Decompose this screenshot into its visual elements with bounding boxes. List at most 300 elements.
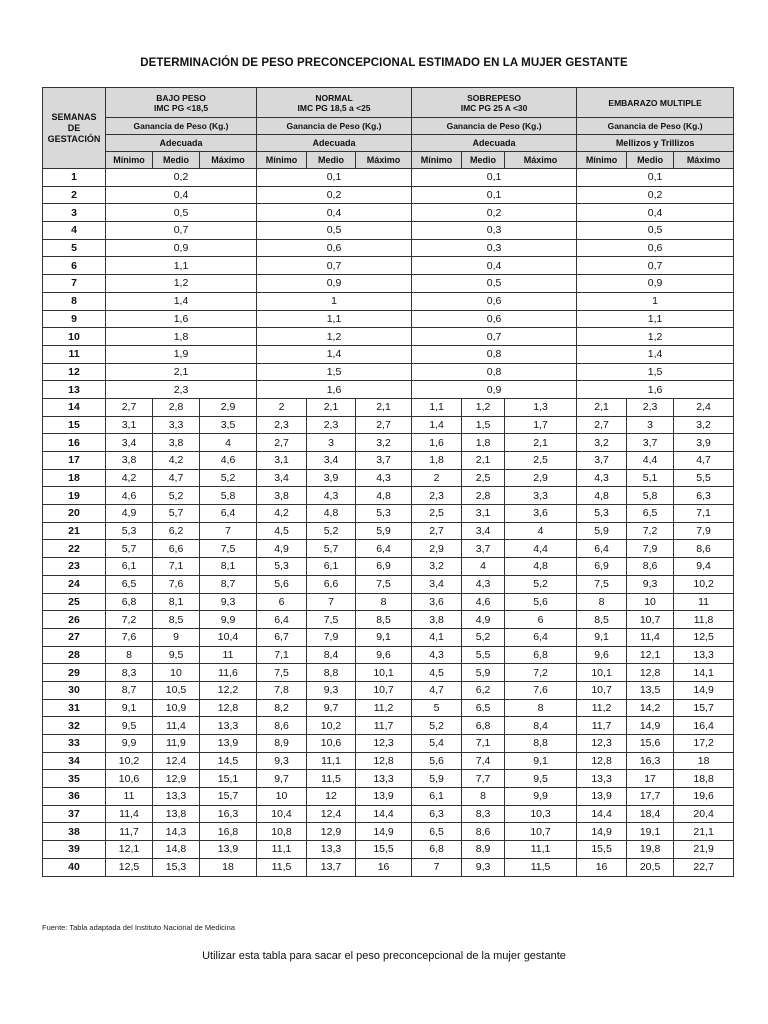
week-cell: 8 (43, 292, 106, 310)
value-cell: 15,7 (200, 788, 257, 806)
value-cell: 2,5 (412, 505, 462, 523)
value-cell: 9,1 (505, 752, 577, 770)
value-cell: 0,8 (412, 363, 577, 381)
value-cell: 9,5 (505, 770, 577, 788)
value-cell: 7,4 (462, 752, 505, 770)
value-cell: 0,1 (412, 186, 577, 204)
table-row (43, 558, 734, 576)
value-cell: 3,2 (674, 416, 734, 434)
value-cell: 6,9 (577, 558, 627, 576)
value-cell: 12,4 (153, 752, 200, 770)
value-cell: 8,1 (200, 558, 257, 576)
table-row (43, 452, 734, 470)
value-cell: 0,6 (257, 239, 412, 257)
group-header-normal: NORMAL IMC PG 18,5 a <25 (257, 88, 412, 118)
table-row (43, 487, 734, 505)
value-cell: 3,7 (462, 540, 505, 558)
value-cell: 1,2 (462, 398, 505, 416)
value-cell: 9,3 (307, 681, 356, 699)
value-cell: 6 (505, 611, 577, 629)
value-cell: 2,1 (307, 398, 356, 416)
value-cell: 4 (462, 558, 505, 576)
value-cell: 6,7 (257, 628, 307, 646)
subcol-header: Mínimo (577, 152, 627, 169)
table-row (43, 788, 734, 806)
value-cell: 9,1 (577, 628, 627, 646)
value-cell: 10 (627, 593, 674, 611)
value-cell: 2,1 (106, 363, 257, 381)
value-cell: 10,2 (106, 752, 153, 770)
value-cell: 11,5 (505, 858, 577, 876)
value-cell: 9,7 (257, 770, 307, 788)
value-cell: 5,3 (257, 558, 307, 576)
value-cell: 1,1 (106, 257, 257, 275)
value-cell: 0,5 (577, 222, 734, 240)
value-cell: 7,1 (674, 505, 734, 523)
value-cell: 7 (307, 593, 356, 611)
value-cell: 7,2 (627, 522, 674, 540)
value-cell: 1,5 (577, 363, 734, 381)
value-cell: 8,8 (505, 735, 577, 753)
value-cell: 10 (153, 664, 200, 682)
value-cell: 8,7 (106, 681, 153, 699)
value-cell: 8,5 (577, 611, 627, 629)
value-cell: 5,1 (627, 469, 674, 487)
week-cell: 20 (43, 505, 106, 523)
value-cell: 16,3 (200, 805, 257, 823)
value-cell: 8,3 (462, 805, 505, 823)
value-cell: 12,4 (307, 805, 356, 823)
week-cell: 26 (43, 611, 106, 629)
value-cell: 6,2 (153, 522, 200, 540)
value-cell: 7,6 (153, 575, 200, 593)
value-cell: 13,3 (356, 770, 412, 788)
week-cell: 34 (43, 752, 106, 770)
gain-header: Ganancia de Peso (Kg.) (412, 118, 577, 135)
week-cell: 40 (43, 858, 106, 876)
value-cell: 8,6 (627, 558, 674, 576)
subcol-header: Máximo (356, 152, 412, 169)
value-cell: 13,9 (200, 735, 257, 753)
value-cell: 3,1 (462, 505, 505, 523)
value-cell: 0,3 (412, 222, 577, 240)
table-row (43, 469, 734, 487)
value-cell: 3,1 (106, 416, 153, 434)
value-cell: 3,2 (577, 434, 627, 452)
value-cell: 11 (106, 788, 153, 806)
value-cell: 4,8 (356, 487, 412, 505)
value-cell: 3,2 (412, 558, 462, 576)
value-cell: 3,8 (412, 611, 462, 629)
value-cell: 1,1 (412, 398, 462, 416)
value-cell: 12,9 (153, 770, 200, 788)
value-cell: 2,8 (462, 487, 505, 505)
value-cell: 0,4 (412, 257, 577, 275)
value-cell: 3,7 (577, 452, 627, 470)
table-row (43, 257, 734, 275)
group-header-embarazo-multiple: EMBARAZO MULTIPLE (577, 88, 734, 118)
value-cell: 6,3 (674, 487, 734, 505)
value-cell: 21,1 (674, 823, 734, 841)
week-cell: 1 (43, 169, 106, 187)
value-cell: 8,5 (356, 611, 412, 629)
value-cell: 3,4 (307, 452, 356, 470)
value-cell: 15,1 (200, 770, 257, 788)
week-cell: 31 (43, 699, 106, 717)
value-cell: 8,6 (462, 823, 505, 841)
value-cell: 14,2 (627, 699, 674, 717)
value-cell: 2,3 (412, 487, 462, 505)
value-cell: 6,4 (200, 505, 257, 523)
value-cell: 3,9 (674, 434, 734, 452)
value-cell: 16 (356, 858, 412, 876)
gain-header: Ganancia de Peso (Kg.) (257, 118, 412, 135)
subcol-header: Máximo (200, 152, 257, 169)
value-cell: 7,9 (307, 628, 356, 646)
table-row (43, 735, 734, 753)
value-cell: 6,9 (356, 558, 412, 576)
value-cell: 1,6 (577, 381, 734, 399)
week-cell: 2 (43, 186, 106, 204)
value-cell: 4,9 (257, 540, 307, 558)
value-cell: 0,9 (106, 239, 257, 257)
value-cell: 4,7 (153, 469, 200, 487)
value-cell: 6,4 (577, 540, 627, 558)
value-cell: 1,9 (106, 345, 257, 363)
usage-note: Utilizar esta tabla para sacar el peso preconcepcional de la mujer gestante (202, 950, 566, 962)
subcol-header: Medio (153, 152, 200, 169)
value-cell: 5,6 (505, 593, 577, 611)
value-cell: 11,1 (307, 752, 356, 770)
table-row (43, 275, 734, 293)
subcol-header: Medio (627, 152, 674, 169)
value-cell: 21,9 (674, 841, 734, 859)
value-cell: 0,6 (577, 239, 734, 257)
value-cell: 5,5 (462, 646, 505, 664)
value-cell: 16,3 (627, 752, 674, 770)
value-cell: 7,6 (505, 681, 577, 699)
week-cell: 4 (43, 222, 106, 240)
value-cell: 6,1 (106, 558, 153, 576)
table-row (43, 664, 734, 682)
value-cell: 1,5 (462, 416, 505, 434)
value-cell: 10,3 (505, 805, 577, 823)
value-cell: 0,2 (257, 186, 412, 204)
value-cell: 8,6 (674, 540, 734, 558)
table-row (43, 204, 734, 222)
value-cell: 11,4 (106, 805, 153, 823)
value-cell: 5,8 (200, 487, 257, 505)
value-cell: 9,6 (577, 646, 627, 664)
value-cell: 5,9 (356, 522, 412, 540)
value-cell: 1,4 (412, 416, 462, 434)
value-cell: 2,3 (257, 416, 307, 434)
week-cell: 5 (43, 239, 106, 257)
value-cell: 9,5 (153, 646, 200, 664)
value-cell: 3 (627, 416, 674, 434)
value-cell: 2,3 (106, 381, 257, 399)
value-cell: 9 (153, 628, 200, 646)
value-cell: 10,7 (356, 681, 412, 699)
value-cell: 5,5 (674, 469, 734, 487)
value-cell: 10 (257, 788, 307, 806)
table-row (43, 717, 734, 735)
value-cell: 13,7 (307, 858, 356, 876)
value-cell: 3,4 (412, 575, 462, 593)
value-cell: 5,7 (153, 505, 200, 523)
week-cell: 36 (43, 788, 106, 806)
value-cell: 2,1 (462, 452, 505, 470)
week-cell: 13 (43, 381, 106, 399)
value-cell: 7,8 (257, 681, 307, 699)
value-cell: 11,1 (257, 841, 307, 859)
table-row (43, 823, 734, 841)
value-cell: 0,9 (577, 275, 734, 293)
value-cell: 14,9 (627, 717, 674, 735)
value-cell: 9,9 (200, 611, 257, 629)
value-cell: 7,1 (257, 646, 307, 664)
value-cell: 2,7 (577, 416, 627, 434)
value-cell: 1,8 (462, 434, 505, 452)
value-cell: 18,4 (627, 805, 674, 823)
value-cell: 4,7 (674, 452, 734, 470)
subcol-header: Medio (307, 152, 356, 169)
table-row (43, 363, 734, 381)
value-cell: 0,7 (257, 257, 412, 275)
value-cell: 11,7 (577, 717, 627, 735)
value-cell: 8 (106, 646, 153, 664)
value-cell: 8,7 (200, 575, 257, 593)
value-cell: 0,2 (412, 204, 577, 222)
value-cell: 8,9 (257, 735, 307, 753)
week-cell: 9 (43, 310, 106, 328)
value-cell: 4,3 (462, 575, 505, 593)
value-cell: 10,7 (577, 681, 627, 699)
value-cell: 3,5 (200, 416, 257, 434)
value-cell: 15,3 (153, 858, 200, 876)
week-cell: 33 (43, 735, 106, 753)
document-title: DETERMINACIÓN DE PESO PRECONCEPCIONAL ESTIMADO EN LA MUJER GESTANTE (140, 57, 628, 69)
value-cell: 18 (674, 752, 734, 770)
table-row (43, 416, 734, 434)
value-cell: 4 (200, 434, 257, 452)
value-cell: 5,4 (412, 735, 462, 753)
category-header: Adecuada (257, 135, 412, 152)
value-cell: 2,9 (505, 469, 577, 487)
value-cell: 7,1 (153, 558, 200, 576)
value-cell: 8 (356, 593, 412, 611)
week-cell: 11 (43, 345, 106, 363)
table-row (43, 699, 734, 717)
value-cell: 16,4 (674, 717, 734, 735)
value-cell: 3,9 (307, 469, 356, 487)
week-cell: 28 (43, 646, 106, 664)
week-cell: 25 (43, 593, 106, 611)
value-cell: 0,9 (412, 381, 577, 399)
value-cell: 4,5 (257, 522, 307, 540)
value-cell: 9,5 (106, 717, 153, 735)
table-row (43, 575, 734, 593)
value-cell: 2,3 (307, 416, 356, 434)
value-cell: 1,8 (106, 328, 257, 346)
value-cell: 3,4 (257, 469, 307, 487)
value-cell: 7,9 (674, 522, 734, 540)
value-cell: 0,5 (412, 275, 577, 293)
value-cell: 0,9 (257, 275, 412, 293)
week-cell: 3 (43, 204, 106, 222)
value-cell: 5,6 (257, 575, 307, 593)
value-cell: 2,7 (106, 398, 153, 416)
value-cell: 14,3 (153, 823, 200, 841)
value-cell: 3,8 (257, 487, 307, 505)
value-cell: 6,3 (412, 805, 462, 823)
table-row (43, 858, 734, 876)
value-cell: 6,8 (412, 841, 462, 859)
table-row (43, 222, 734, 240)
value-cell: 0,6 (412, 310, 577, 328)
week-cell: 30 (43, 681, 106, 699)
value-cell: 4,8 (577, 487, 627, 505)
value-cell: 5,7 (106, 540, 153, 558)
value-cell: 4,7 (412, 681, 462, 699)
value-cell: 4,3 (412, 646, 462, 664)
value-cell: 2,7 (257, 434, 307, 452)
value-cell: 12,8 (627, 664, 674, 682)
value-cell: 2,4 (674, 398, 734, 416)
value-cell: 4,2 (153, 452, 200, 470)
value-cell: 2,1 (356, 398, 412, 416)
value-cell: 3,4 (106, 434, 153, 452)
value-cell: 14,8 (153, 841, 200, 859)
value-cell: 6,8 (106, 593, 153, 611)
value-cell: 11,2 (356, 699, 412, 717)
value-cell: 1,4 (106, 292, 257, 310)
value-cell: 8,2 (257, 699, 307, 717)
table-row (43, 292, 734, 310)
value-cell: 8 (505, 699, 577, 717)
value-cell: 13,8 (153, 805, 200, 823)
value-cell: 2,9 (200, 398, 257, 416)
week-cell: 23 (43, 558, 106, 576)
value-cell: 8,6 (257, 717, 307, 735)
value-cell: 11,8 (674, 611, 734, 629)
value-cell: 6,4 (505, 628, 577, 646)
value-cell: 1,2 (577, 328, 734, 346)
value-cell: 17,7 (627, 788, 674, 806)
table-row (43, 805, 734, 823)
value-cell: 2,1 (505, 434, 577, 452)
value-cell: 12,5 (106, 858, 153, 876)
table-row (43, 540, 734, 558)
value-cell: 6 (257, 593, 307, 611)
value-cell: 3,8 (153, 434, 200, 452)
value-cell: 0,1 (412, 169, 577, 187)
value-cell: 1,3 (505, 398, 577, 416)
value-cell: 5,8 (627, 487, 674, 505)
value-cell: 9,4 (674, 558, 734, 576)
value-cell: 14,4 (577, 805, 627, 823)
value-cell: 11,6 (200, 664, 257, 682)
value-cell: 0,3 (412, 239, 577, 257)
subcol-header: Mínimo (412, 152, 462, 169)
value-cell: 15,6 (627, 735, 674, 753)
value-cell: 9,3 (462, 858, 505, 876)
value-cell: 2,1 (577, 398, 627, 416)
week-cell: 29 (43, 664, 106, 682)
value-cell: 15,5 (356, 841, 412, 859)
value-cell: 0,2 (106, 169, 257, 187)
value-cell: 2,8 (153, 398, 200, 416)
table-row (43, 752, 734, 770)
value-cell: 11,7 (106, 823, 153, 841)
value-cell: 19,1 (627, 823, 674, 841)
value-cell: 4,8 (307, 505, 356, 523)
value-cell: 4,2 (106, 469, 153, 487)
value-cell: 2,5 (505, 452, 577, 470)
value-cell: 6,5 (106, 575, 153, 593)
value-cell: 3,7 (627, 434, 674, 452)
value-cell: 1 (257, 292, 412, 310)
value-cell: 4,9 (462, 611, 505, 629)
value-cell: 6,8 (505, 646, 577, 664)
value-cell: 14,9 (356, 823, 412, 841)
value-cell: 20,5 (627, 858, 674, 876)
group-header-sobrepeso: SOBREPESO IMC PG 25 A <30 (412, 88, 577, 118)
value-cell: 12,1 (106, 841, 153, 859)
category-header: Mellizos y Trillizos (577, 135, 734, 152)
value-cell: 8,1 (153, 593, 200, 611)
value-cell: 7,5 (577, 575, 627, 593)
table-row (43, 310, 734, 328)
table-row (43, 186, 734, 204)
value-cell: 10,7 (505, 823, 577, 841)
value-cell: 11,7 (356, 717, 412, 735)
value-cell: 5,2 (153, 487, 200, 505)
value-cell: 2 (412, 469, 462, 487)
value-cell: 10,6 (106, 770, 153, 788)
table-row (43, 398, 734, 416)
value-cell: 7,2 (106, 611, 153, 629)
value-cell: 12 (307, 788, 356, 806)
value-cell: 9,9 (106, 735, 153, 753)
value-cell: 6,5 (412, 823, 462, 841)
value-cell: 7,5 (356, 575, 412, 593)
table-row (43, 239, 734, 257)
value-cell: 9,1 (106, 699, 153, 717)
value-cell: 7,5 (307, 611, 356, 629)
value-cell: 9,9 (505, 788, 577, 806)
value-cell: 1,4 (257, 345, 412, 363)
value-cell: 5,3 (106, 522, 153, 540)
value-cell: 4,1 (412, 628, 462, 646)
value-cell: 3,3 (153, 416, 200, 434)
value-cell: 8,9 (462, 841, 505, 859)
value-cell: 8,4 (505, 717, 577, 735)
value-cell: 0,1 (577, 169, 734, 187)
week-cell: 39 (43, 841, 106, 859)
value-cell: 6,5 (462, 699, 505, 717)
value-cell: 12,2 (200, 681, 257, 699)
value-cell: 4,4 (627, 452, 674, 470)
value-cell: 5,2 (462, 628, 505, 646)
value-cell: 7,6 (106, 628, 153, 646)
value-cell: 5,3 (356, 505, 412, 523)
value-cell: 1,5 (257, 363, 412, 381)
table-row (43, 505, 734, 523)
value-cell: 9,1 (356, 628, 412, 646)
value-cell: 22,7 (674, 858, 734, 876)
value-cell: 4,5 (412, 664, 462, 682)
